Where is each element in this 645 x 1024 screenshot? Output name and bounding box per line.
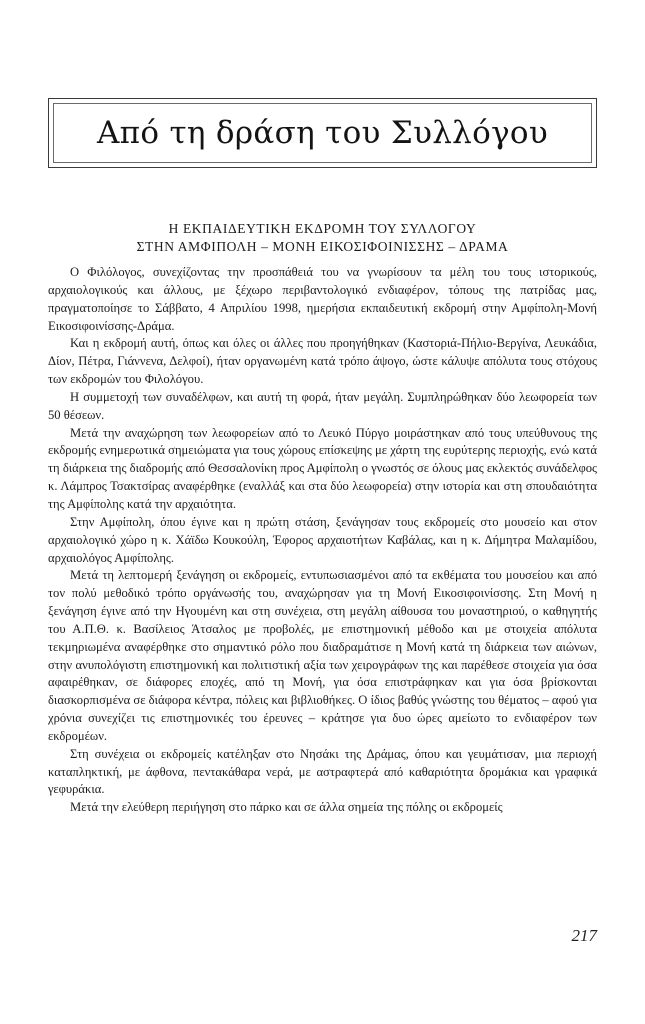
article-paragraph: Μετά την ελεύθερη περιήγηση στο πάρκο και σε άλλα σημεία της πόλης οι εκδρομείς xyxy=(70,800,503,815)
article-paragraph: Ο Φιλόλογος, συνεχίζοντας την προσπάθειά του να γνωρίσουν τα μέλη του τους ιστορικούς, αρχαιολογικούς και άλλους, με ξέχωρο περιβαντολογικό ενδιαφέρον, τόπους της πατρίδας μας, πραγματοποίησε το Σάββατο, 4 Απριλίου 1998, ημερήσια εκπαιδευτική εκδρομή στην Αμφίπολη-Μονή Εικοσιφοινίσσης-Δράμα. xyxy=(48,265,597,333)
page-number: 217 xyxy=(571,926,597,945)
section-title-frame xyxy=(48,98,597,168)
section-title-inner-frame xyxy=(53,103,592,163)
article-paragraph: Μετά την αναχώρηση των λεωφορείων από το Λευκό Πύργο μοιράστηκαν από τους υπεύθυνους της εκδρομής ενημερωτικά σημειώματα για τους χώρους επίσκεψης με χάρτη της ευρύτερης περιοχής, ενώ κατά τη διάρκεια της διαδρομής από Θεσσαλονίκη προς Αμφίπολη ο γνωστός σε όλους μας εκλεκτός συνάδελφος κ. Λάμπρος Τσακτσίρας αναφέρθηκε (εναλλάξ και στα δύο λεωφορεία) στην ιστορία και στη σπουδαιότητα της Αμφίπολης κατά την αρχαιότητα. xyxy=(48,425,597,511)
article-paragraph: Στη συνέχεια οι εκδρομείς κατέληξαν στο Νησάκι της Δράμας, όπου και γευμάτισαν, μια περιοχή καταπληκτική, με άφθονα, πεντακάθαρα νερά, με αστραφτερά από καθαριότητα δρομάκια και γραφικά γεφυράκια. xyxy=(48,746,597,797)
article-paragraph: Και η εκδρομή αυτή, όπως και όλες οι άλλες που προηγήθηκαν (Καστοριά-Πήλιο-Βεργίνα, Λευκάδια, Δίον, Πέτρα, Γιάννενα, Δελφοί), ήταν οργανωμένη κατά τρόπο άψογο, ώστε κάλυψε απόλυτα τους στόχους των εκδρομών του Φιλολόγου. xyxy=(48,336,597,387)
article-paragraph: Μετά τη λεπτομερή ξενάγηση οι εκδρομείς, εντυπωσιασμένοι από τα εκθέματα του μουσείου και από τον πολύ μεθοδικό τρόπο οργάνωσής του, αναχώρησαν για τη Μονή Εικοσιφοινίσσης. Στη Μονή η ξενάγηση έγινε από την Ηγουμένη και στη συνέχεια, στη μεγάλη αίθουσα του μοναστηριού, ο καθηγητής του Α.Π.Θ. κ. Βασίλειος Άτσαλος με προβολές, με επιστημονική μέθοδο και με στοιχεία απόλυτα τεκμηριωμένα αναφέρθηκε στο σημαντικό ρόλο που διαδραμάτισε η Μονή κατά τη διάρκεια των αιώνων, στην ανυπολόγιστη επιστημονική και πολιτιστική αξία των χειρογράφων της και παρέθεσε στοιχεία για όσα αφαιρέθηκαν, σε διάφορες εποχές, από τη Μονή, για όσα επιστράφηκαν και για όσα βρίσκονται διασκορπισμένα σε διάφορα κέντρα, πόλεις και βιβλιοθήκες. Ο ίδιος βαθύς γνώστης του θέματος – αφού για χρόνια συνεχίζει τις επιστημονικές του έρευνες – κράτησε για δυο ώρες αμείωτο το ενδιαφέρον των εκδρομέων. xyxy=(48,568,597,743)
section-title: Από τη δράση του Συλλόγου xyxy=(96,115,549,151)
article-paragraph: Στην Αμφίπολη, όπου έγινε και η πρώτη στάση, ξενάγησαν τους εκδρομείς στο μουσείο και στον αρχαιολογικό χώρο η κ. Χάϊδω Κουκούλη, Έφορος αρχαιοτήτων Καβάλας, και η κ. Δήμητρα Μαλαμίδου, αρχαιολόγος Αμφίπολης. xyxy=(48,514,597,565)
article-heading xyxy=(48,220,597,256)
article-body xyxy=(48,264,597,817)
article-heading-line-1: Η ΕΚΠΑΙΔΕΥΤΙΚΗ ΕΚΔΡΟΜΗ ΤΟΥ ΣΥΛΛΟΓΟΥ xyxy=(168,221,477,236)
article-paragraph: Η συμμετοχή των συναδέλφων, και αυτή τη φορά, ήταν μεγάλη. Συμπληρώθηκαν δύο λεωφορεία των 50 θέσεων. xyxy=(48,389,597,422)
article-heading-line-2: ΣΤΗΝ ΑΜΦΙΠΟΛΗ – ΜΟΝΗ ΕΙΚΟΣΙΦΟΙΝΙΣΣΗΣ – ΔΡΑΜΑ xyxy=(136,239,509,254)
